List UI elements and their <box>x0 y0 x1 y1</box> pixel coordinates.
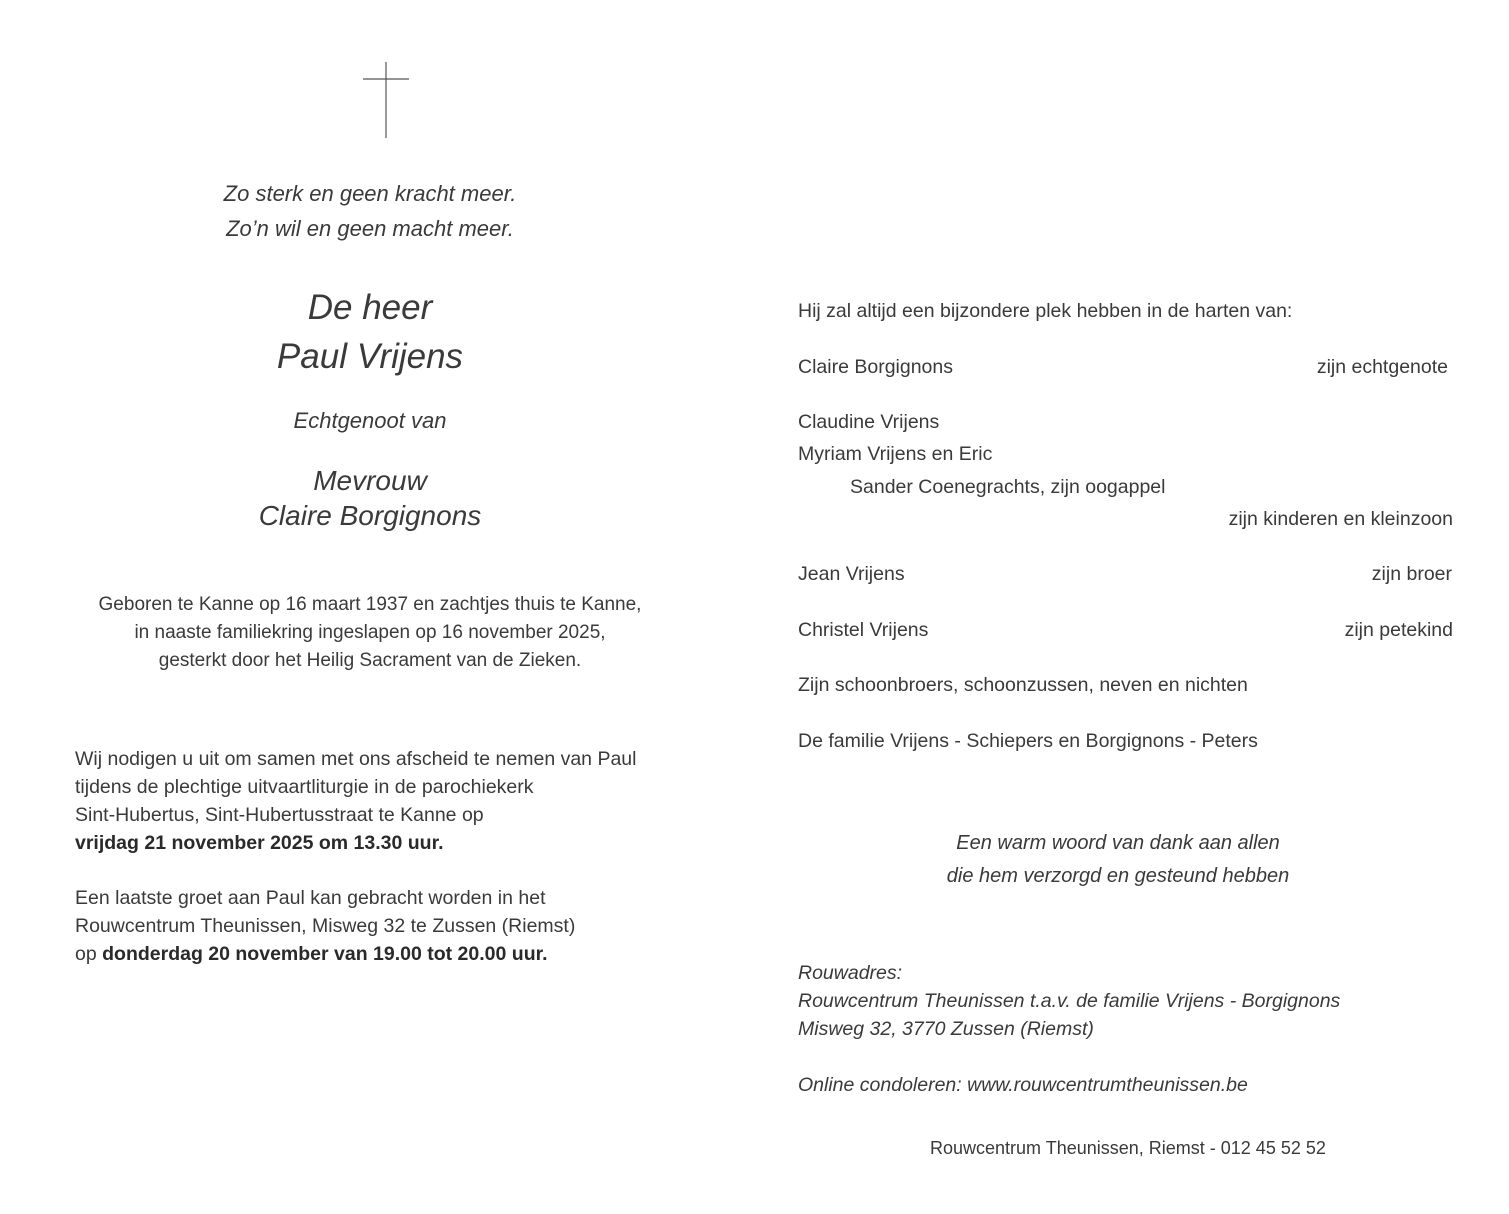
funeral-line: tijdens de plechtige uitvaartliturgie in de parochiekerk <box>75 776 534 798</box>
mourners-intro: Hij zal altijd een bijzondere plek hebben in de harten van: <box>798 300 1293 322</box>
child-name: Claudine Vrijens <box>798 411 940 433</box>
brother-relation: zijn broer <box>1371 563 1452 585</box>
thanks-line: die hem verzorgd en gesteund hebben <box>946 865 1290 887</box>
visitation-info <box>75 884 715 968</box>
brother-name: Jean Vrijens <box>798 563 905 585</box>
verse-line: Zo sterk en geen kracht meer. <box>223 181 517 206</box>
child-name: Myriam Vrijens en Eric <box>798 443 993 465</box>
family-names: De familie Vrijens - Schiepers en Borgignons - Peters <box>798 730 1258 752</box>
visit-date-line <box>75 940 715 968</box>
birth-line: in naaste familiekring ingeslapen op 16 november 2025, <box>134 622 606 643</box>
mourning-address <box>798 959 1340 1043</box>
birth-line: gesterkt door het Heilig Sacrament van de Zieken. <box>158 650 582 671</box>
spouse-intro: Echtgenoot van <box>293 408 447 433</box>
online-condolences: Online condoleren: www.rouwcentrumtheunissen.be <box>798 1074 1248 1096</box>
grandchild-name: Sander Coenegrachts, zijn oogappel <box>850 476 1166 498</box>
visit-prefix: op <box>75 943 97 965</box>
visit-date: donderdag 20 november van 19.00 tot 20.00 uur. <box>102 943 548 965</box>
thanks-message <box>818 827 1418 893</box>
spouse-block <box>70 463 670 533</box>
address-line: Misweg 32, 3770 Zussen (Riemst) <box>798 1018 1094 1040</box>
deceased-name-block <box>70 283 670 381</box>
cross-icon <box>363 62 409 138</box>
spouse-name: Claire Borgignons <box>258 500 482 531</box>
spouse-relation: zijn echtgenote <box>1316 356 1448 378</box>
visit-line: Rouwcentrum Theunissen, Misweg 32 te Zussen (Riemst) <box>75 915 576 937</box>
spouse-mourner-name: Claire Borgignons <box>798 356 954 378</box>
funeral-invitation <box>75 745 715 857</box>
funeral-line: Sint-Hubertus, Sint-Hubertusstraat te Kanne op <box>75 804 484 826</box>
children-relation: zijn kinderen en kleinzoon <box>1228 508 1453 530</box>
address-line: Rouwcentrum Theunissen t.a.v. de familie Vrijens - Borgignons <box>798 990 1341 1012</box>
godchild-relation: zijn petekind <box>1344 619 1453 641</box>
verse <box>70 176 670 246</box>
in-laws: Zijn schoonbroers, schoonzussen, neven en nichten <box>798 674 1248 696</box>
birth-info <box>70 591 670 675</box>
deceased-title: De heer <box>307 288 433 327</box>
verse-line: Zo’n wil en geen macht meer. <box>226 216 514 241</box>
godchild-name: Christel Vrijens <box>798 619 929 641</box>
funeral-date: vrijdag 21 november 2025 om 13.30 uur. <box>75 832 444 854</box>
address-label: Rouwadres: <box>798 962 903 984</box>
birth-line: Geboren te Kanne op 16 maart 1937 en zachtjes thuis te Kanne, <box>98 594 642 615</box>
deceased-name: Paul Vrijens <box>276 337 464 376</box>
visit-line: Een laatste groet aan Paul kan gebracht worden in het <box>75 887 546 909</box>
funeral-line: Wij nodigen u uit om samen met ons afscheid te nemen van Paul <box>75 748 637 770</box>
thanks-line: Een warm woord van dank aan allen <box>956 832 1280 854</box>
funeral-home-footer: Rouwcentrum Theunissen, Riemst - 012 45 52 52 <box>930 1138 1326 1158</box>
spouse-title: Mevrouw <box>313 465 427 496</box>
